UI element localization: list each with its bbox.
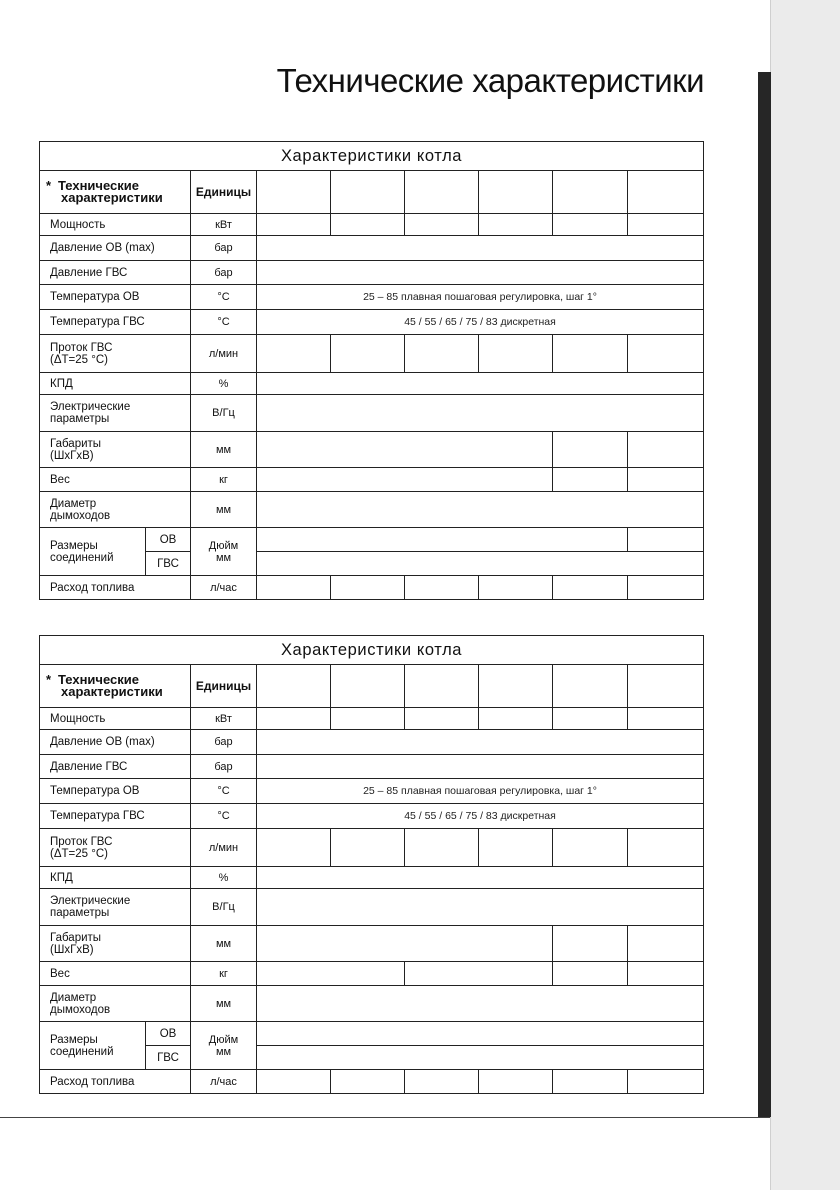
value-cell [331, 829, 405, 867]
row-unit: % [191, 373, 257, 395]
page-right-margin [770, 0, 840, 1190]
value-cell [257, 432, 553, 468]
table-row [40, 962, 704, 986]
table-row [40, 373, 704, 395]
row-label: КПД [40, 373, 191, 395]
row-label: Проток ГВС (ΔT=25 °C) [40, 335, 191, 373]
value-cell [628, 468, 704, 492]
value-cell [257, 492, 704, 528]
row-label: Температура ГВС [40, 804, 191, 829]
value-cell [257, 730, 704, 755]
value-cell [331, 708, 405, 730]
row-unit: мм [191, 926, 257, 962]
value-cell [257, 261, 704, 285]
table-row [40, 889, 704, 926]
table-row [40, 1070, 704, 1094]
table-row [40, 708, 704, 730]
row-label: Габариты (ШхГхВ) [40, 926, 191, 962]
value-cell [257, 986, 704, 1022]
value-cell [257, 214, 331, 236]
row-unit: кВт [191, 708, 257, 730]
header-label: * Технические характеристики [40, 171, 191, 214]
model-column [405, 171, 479, 214]
row-label: Вес [40, 468, 191, 492]
value-cell [553, 432, 628, 468]
value-cell [553, 576, 628, 600]
row-label: Диаметр дымоходов [40, 986, 191, 1022]
table-row [40, 214, 704, 236]
value-cell [553, 829, 628, 867]
spec-table-2 [39, 635, 704, 1094]
value-cell [405, 576, 479, 600]
row-label: Температура ОВ [40, 285, 191, 310]
row-label: Размеры соединений [40, 528, 146, 576]
value-cell [257, 867, 704, 889]
value-cell [257, 755, 704, 779]
row-unit: % [191, 867, 257, 889]
table-row [40, 395, 704, 432]
value-cell [628, 214, 704, 236]
table-row [40, 285, 704, 310]
value-cell [479, 829, 553, 867]
table-row [40, 492, 704, 528]
value-cell: 25 – 85 плавная пошаговая регулировка, шаг 1° [257, 285, 704, 310]
value-cell [257, 373, 704, 395]
table-row [40, 926, 704, 962]
table-row [40, 1022, 704, 1046]
value-cell [628, 576, 704, 600]
row-unit: мм [191, 492, 257, 528]
table-row [40, 236, 704, 261]
value-cell [257, 889, 704, 926]
page-title: Технические характеристики [276, 62, 704, 99]
value-cell [553, 1070, 628, 1094]
value-cell [257, 708, 331, 730]
sub-label-ov: ОВ [146, 528, 191, 552]
value-cell [479, 335, 553, 373]
row-label: Мощность [40, 214, 191, 236]
table-row [40, 804, 704, 829]
value-cell [628, 1070, 704, 1094]
row-unit: л/мин [191, 829, 257, 867]
row-label: Диаметр дымоходов [40, 492, 191, 528]
row-unit: мм [191, 986, 257, 1022]
value-cell [628, 335, 704, 373]
row-label: Давление ОВ (max) [40, 236, 191, 261]
row-unit: бар [191, 730, 257, 755]
table-row [40, 310, 704, 335]
table-row [40, 261, 704, 285]
row-unit: кг [191, 468, 257, 492]
row-unit: бар [191, 261, 257, 285]
row-label: Проток ГВС (ΔT=25 °C) [40, 829, 191, 867]
table-row [40, 829, 704, 867]
value-cell [553, 708, 628, 730]
row-unit: °C [191, 804, 257, 829]
row-unit: кг [191, 962, 257, 986]
value-cell: 25 – 85 плавная пошаговая регулировка, шаг 1° [257, 779, 704, 804]
value-cell [257, 576, 331, 600]
sub-label-gvs: ГВС [146, 552, 191, 576]
value-cell [405, 829, 479, 867]
value-cell [405, 1070, 479, 1094]
value-cell [331, 576, 405, 600]
value-cell [628, 528, 704, 552]
sub-label-ov: ОВ [146, 1022, 191, 1046]
model-column [479, 171, 553, 214]
value-cell [479, 214, 553, 236]
model-column [628, 171, 704, 214]
model-column [331, 171, 405, 214]
row-label: Мощность [40, 708, 191, 730]
value-cell [405, 708, 479, 730]
row-label: Давление ГВС [40, 261, 191, 285]
footer-rule [0, 1117, 770, 1118]
table-row [40, 867, 704, 889]
model-column [553, 665, 628, 708]
row-label: КПД [40, 867, 191, 889]
value-cell [628, 962, 704, 986]
value-cell [257, 335, 331, 373]
table-row [40, 730, 704, 755]
row-label: Вес [40, 962, 191, 986]
table-row [40, 576, 704, 600]
value-cell [405, 962, 553, 986]
value-cell [331, 1070, 405, 1094]
row-unit: Дюйм мм [191, 528, 257, 576]
value-cell [553, 214, 628, 236]
value-cell [553, 468, 628, 492]
row-label: Размеры соединений [40, 1022, 146, 1070]
row-label: Давление ОВ (max) [40, 730, 191, 755]
page-edge-bar [758, 72, 771, 1117]
table-title: Характеристики котла [40, 636, 704, 665]
value-cell [257, 236, 704, 261]
value-cell [628, 708, 704, 730]
row-label: Расход топлива [40, 576, 191, 600]
table-title: Характеристики котла [40, 142, 704, 171]
table-row [40, 986, 704, 1022]
row-unit: В/Гц [191, 395, 257, 432]
row-unit: л/час [191, 1070, 257, 1094]
sub-label-gvs: ГВС [146, 1046, 191, 1070]
value-cell [628, 829, 704, 867]
value-cell [405, 214, 479, 236]
value-cell [479, 576, 553, 600]
value-cell [257, 829, 331, 867]
row-unit: бар [191, 236, 257, 261]
row-unit: л/мин [191, 335, 257, 373]
value-cell: 45 / 55 / 65 / 75 / 83 дискретная [257, 804, 704, 829]
table-row [40, 468, 704, 492]
row-label: Габариты (ШхГхВ) [40, 432, 191, 468]
value-cell [405, 335, 479, 373]
value-cell [257, 1046, 704, 1070]
value-cell [257, 962, 405, 986]
value-cell [257, 528, 628, 552]
row-unit: В/Гц [191, 889, 257, 926]
value-cell [628, 926, 704, 962]
row-label: Температура ОВ [40, 779, 191, 804]
model-column [553, 171, 628, 214]
value-cell [257, 552, 704, 576]
row-label: Давление ГВС [40, 755, 191, 779]
value-cell [479, 1070, 553, 1094]
row-label: Температура ГВС [40, 310, 191, 335]
value-cell [553, 335, 628, 373]
header-label: * Технические характеристики [40, 665, 191, 708]
value-cell [331, 214, 405, 236]
row-unit: бар [191, 755, 257, 779]
row-label: Расход топлива [40, 1070, 191, 1094]
model-column [257, 665, 331, 708]
table-row [40, 528, 704, 552]
table-row [40, 335, 704, 373]
value-cell [257, 395, 704, 432]
row-unit: мм [191, 432, 257, 468]
row-label: Электрические параметры [40, 395, 191, 432]
header-units: Единицы [191, 171, 257, 214]
model-column [257, 171, 331, 214]
model-column [479, 665, 553, 708]
value-cell [257, 926, 553, 962]
value-cell [553, 962, 628, 986]
table-row [40, 432, 704, 468]
table-row [40, 755, 704, 779]
row-unit: кВт [191, 214, 257, 236]
row-unit: °C [191, 285, 257, 310]
value-cell [257, 468, 553, 492]
table-row [40, 779, 704, 804]
model-column [628, 665, 704, 708]
value-cell: 45 / 55 / 65 / 75 / 83 дискретная [257, 310, 704, 335]
row-unit: °C [191, 310, 257, 335]
row-unit: л/час [191, 576, 257, 600]
row-label: Электрические параметры [40, 889, 191, 926]
value-cell [331, 335, 405, 373]
header-units: Единицы [191, 665, 257, 708]
spec-table-1 [39, 141, 704, 600]
model-column [331, 665, 405, 708]
value-cell [479, 708, 553, 730]
row-unit: Дюйм мм [191, 1022, 257, 1070]
row-unit: °C [191, 779, 257, 804]
value-cell [257, 1022, 704, 1046]
model-column [405, 665, 479, 708]
value-cell [257, 1070, 331, 1094]
value-cell [553, 926, 628, 962]
value-cell [628, 432, 704, 468]
